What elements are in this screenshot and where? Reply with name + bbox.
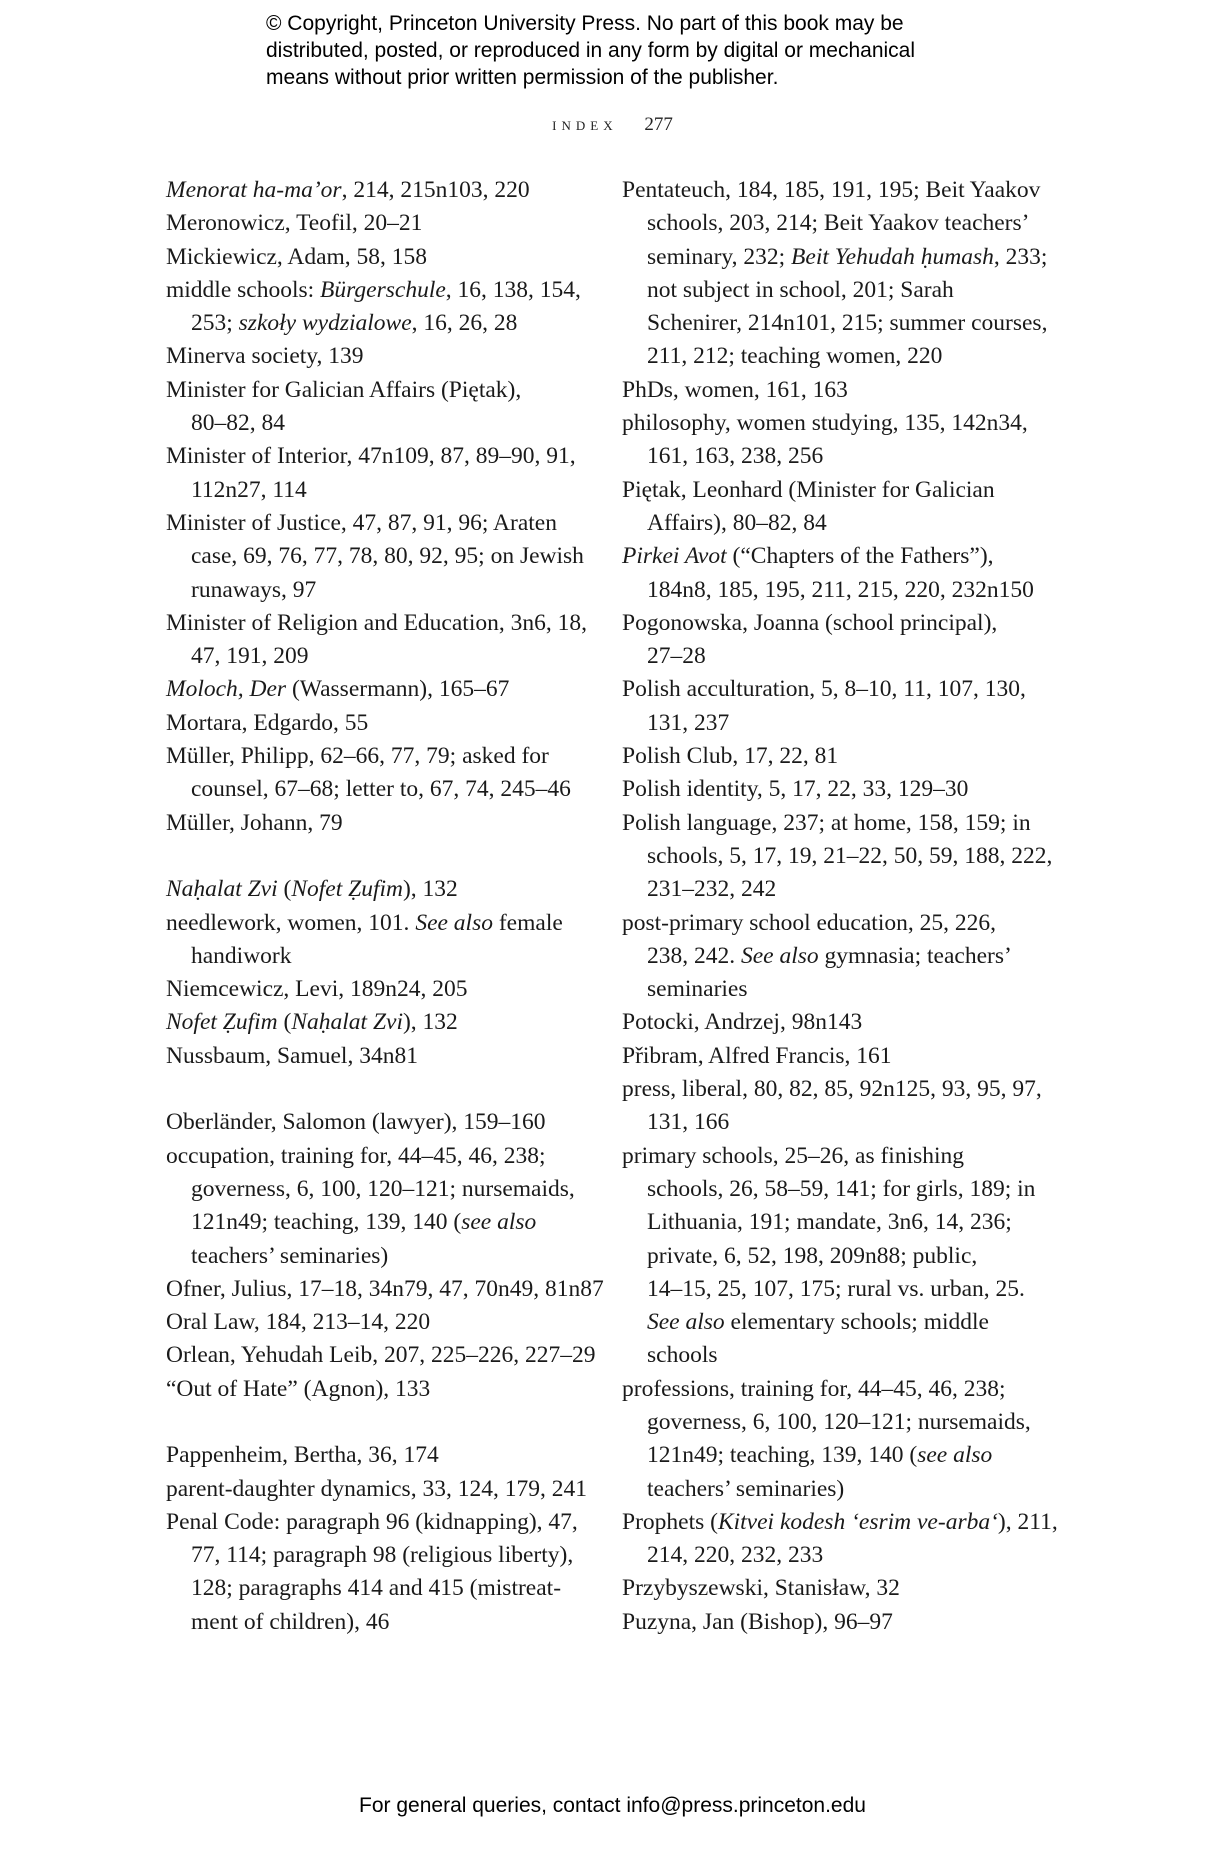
index-entry <box>166 241 596 274</box>
index-entry-heading: Piętak, Leonhard (Minister for Galician <box>622 476 995 503</box>
index-column-left <box>166 174 604 1639</box>
index-entry-heading: parent-daughter dynamics, 33, 124, 179, 241 <box>166 1475 587 1502</box>
index-entry-continuation: governess, 6, 100, 120–121; nursemaids, <box>647 1408 1031 1435</box>
index-entry-continuation: 112n27, 114 <box>191 476 307 503</box>
index-entry-heading: Ofner, Julius, 17–18, 34n79, 47, 70n49, 81n87 <box>166 1275 604 1302</box>
index-entry <box>166 1506 596 1639</box>
index-entry-heading: professions, training for, 44–45, 46, 238; <box>622 1375 1006 1402</box>
index-entry <box>166 1040 596 1073</box>
index-entry <box>622 740 1062 773</box>
index-column-right <box>622 174 1062 1639</box>
index-entry-continuation: 253; szkoły wydzialowe, 16, 26, 28 <box>191 310 518 337</box>
index-entry-continuation: teachers’ seminaries) <box>647 1475 845 1502</box>
index-entry-continuation: 128; paragraphs 414 and 415 (mistreat- <box>191 1575 562 1602</box>
index-entry <box>166 707 596 740</box>
index-entry <box>622 474 1062 541</box>
index-entry-continuation: governess, 6, 100, 120–121; nursemaids, <box>191 1175 575 1202</box>
index-entry <box>166 807 596 840</box>
index-entry-heading: Polish language, 237; at home, 158, 159; in <box>622 809 1031 836</box>
index-entry-heading: Penal Code: paragraph 96 (kidnapping), 47, <box>166 1508 578 1535</box>
footer-contact: For general queries, contact info@press.princeton.edu <box>359 1794 866 1817</box>
index-entry <box>166 274 596 341</box>
index-entry-continuation: 211, 212; teaching women, 220 <box>647 343 943 370</box>
index-entry-heading: Minister for Galician Affairs (Piętak), <box>166 376 522 403</box>
index-entry-continuation: 238, 242. See also gymnasia; teachers’ <box>647 942 1012 969</box>
index-entry-heading: Minister of Interior, 47n109, 87, 89–90, 91, <box>166 443 576 470</box>
index-entry <box>166 1473 596 1506</box>
index-entry-heading: Pirkei Avot (“Chapters of the Fathers”), <box>622 543 994 570</box>
index-entry <box>622 374 1062 407</box>
index-entry <box>166 374 596 441</box>
index-entry-heading: Polish Club, 17, 22, 81 <box>622 743 839 770</box>
index-entry <box>622 607 1062 674</box>
index-entry <box>166 1106 596 1139</box>
index-entry-heading: Pogonowska, Joanna (school principal), <box>622 609 998 636</box>
index-entry-continuation: Lithuania, 191; mandate, 3n6, 14, 236; <box>647 1209 1012 1236</box>
index-entry <box>166 907 596 974</box>
index-entry-heading: Minerva society, 139 <box>166 343 364 370</box>
copyright-line: distributed, posted, or reproduced in any form by digital or mechanical <box>266 39 916 62</box>
index-entry-continuation: schools <box>647 1342 718 1369</box>
index-entry-continuation: 121n49; teaching, 139, 140 (see also <box>191 1209 537 1236</box>
index-entry-heading: Minister of Justice, 47, 87, 91, 96; Araten <box>166 509 557 536</box>
index-entry-heading: Polish identity, 5, 17, 22, 33, 129–30 <box>622 776 969 803</box>
index-entry <box>622 540 1062 607</box>
index-entry <box>166 1439 596 1472</box>
index-entry-continuation: 80–82, 84 <box>191 410 285 437</box>
index-entry <box>622 1572 1062 1605</box>
index-entry-heading: Nussbaum, Samuel, 34n81 <box>166 1042 418 1069</box>
index-entry-heading: occupation, training for, 44–45, 46, 238; <box>166 1142 546 1169</box>
index-entry-heading: Moloch, Der (Wassermann), 165–67 <box>166 676 510 703</box>
index-entry-continuation: schools, 5, 17, 19, 21–22, 50, 59, 188, 222, <box>647 842 1053 869</box>
index-entry <box>622 1040 1062 1073</box>
index-entry-continuation: not subject in school, 201; Sarah <box>647 276 954 303</box>
index-entry-heading: Naḥalat Zvi (Nofet Ẓufim), 132 <box>166 876 458 903</box>
index-entry-heading: Mickiewicz, Adam, 58, 158 <box>166 243 428 270</box>
letter-group-gap <box>166 1073 596 1106</box>
index-entry <box>166 207 596 240</box>
index-entry-continuation: teachers’ seminaries) <box>191 1242 389 1269</box>
index-entry <box>622 1506 1062 1573</box>
index-entry-continuation: runaways, 97 <box>191 576 317 603</box>
letter-group-gap <box>166 840 596 873</box>
index-entry-continuation: schools, 203, 214; Beit Yaakov teachers’ <box>647 210 1030 237</box>
index-entry-heading: Prophets (Kitvei kodesh ‘esrim ve-arba‘), 211, <box>622 1508 1058 1535</box>
index-entry-continuation: case, 69, 76, 77, 78, 80, 92, 95; on Jewish <box>191 543 584 570</box>
index-entry-continuation: 161, 163, 238, 256 <box>647 443 824 470</box>
index-entry <box>166 607 596 674</box>
index-entry <box>622 773 1062 806</box>
index-entry <box>622 673 1062 740</box>
index-entry-continuation: schools, 26, 58–59, 141; for girls, 189; in <box>647 1175 1036 1202</box>
index-entry-heading: Polish acculturation, 5, 8–10, 11, 107, 130, <box>622 676 1026 703</box>
index-entry <box>622 807 1062 907</box>
index-entry <box>622 1140 1062 1373</box>
index-entry-heading: primary schools, 25–26, as finishing <box>622 1142 965 1169</box>
index-entry-continuation: ment of children), 46 <box>191 1608 390 1635</box>
index-entry <box>166 1273 604 1306</box>
index-entry-continuation: 214, 220, 232, 233 <box>647 1542 824 1569</box>
index-entry-continuation: seminary, 232; Beit Yehudah ḥumash, 233; <box>647 243 1048 270</box>
index-entry <box>166 1140 596 1273</box>
index-entry-continuation: 131, 237 <box>647 709 730 736</box>
index-entry-continuation: private, 6, 52, 198, 209n88; public, <box>647 1242 978 1269</box>
index-entry <box>622 1006 1062 1039</box>
index-entry <box>622 1373 1062 1506</box>
index-entry <box>166 507 596 607</box>
index-entry-heading: Mortara, Edgardo, 55 <box>166 709 369 736</box>
index-entry-heading: Niemcewicz, Levi, 189n24, 205 <box>166 976 468 1003</box>
copyright-line: © Copyright, Princeton University Press. No part of this book may be <box>266 12 904 35</box>
index-entry <box>622 1606 1062 1639</box>
index-entry-heading: middle schools: Bürgerschule, 16, 138, 154, <box>166 276 581 303</box>
index-entry-heading: “Out of Hate” (Agnon), 133 <box>166 1375 431 1402</box>
index-entry-continuation: seminaries <box>647 976 748 1003</box>
index-entry-continuation: 77, 114; paragraph 98 (religious liberty), <box>191 1542 574 1569</box>
index-entry <box>166 1373 596 1406</box>
copyright-line: means without prior written permission of the publisher. <box>266 66 779 89</box>
index-entry-heading: Puzyna, Jan (Bishop), 96–97 <box>622 1608 893 1635</box>
index-entry-heading: PhDs, women, 161, 163 <box>622 376 848 403</box>
running-head-label: index <box>552 114 618 135</box>
index-entry-continuation: 27–28 <box>647 643 706 670</box>
index-entry <box>166 973 596 1006</box>
index-entry-heading: Potocki, Andrzej, 98n143 <box>622 1009 863 1036</box>
index-entry-continuation: 121n49; teaching, 139, 140 (see also <box>647 1442 993 1469</box>
index-entry-continuation: handiwork <box>191 942 292 969</box>
index-entry <box>166 440 596 507</box>
index-entry-continuation: 131, 166 <box>647 1109 730 1136</box>
index-entry-heading: needlework, women, 101. See also female <box>166 909 563 936</box>
letter-group-gap <box>166 1406 596 1439</box>
index-entry-heading: Přibram, Alfred Francis, 161 <box>622 1042 892 1069</box>
index-entry <box>166 174 596 207</box>
index-entry-heading: philosophy, women studying, 135, 142n34, <box>622 410 1028 437</box>
index-entry <box>166 740 596 807</box>
index-entry <box>166 1306 596 1339</box>
index-entry <box>622 174 1062 374</box>
index-entry <box>622 1073 1062 1140</box>
index-entry-continuation: Schenirer, 214n101, 215; summer courses, <box>647 310 1048 337</box>
index-entry <box>166 673 596 706</box>
index-entry <box>166 1339 596 1372</box>
index-entry-heading: Meronowicz, Teofil, 20–21 <box>166 210 423 237</box>
index-entry-continuation: 231–232, 242 <box>647 876 777 903</box>
running-head <box>0 114 1225 136</box>
index-entry-heading: Orlean, Yehudah Leib, 207, 225–226, 227–29 <box>166 1342 596 1369</box>
index-entry-heading: Menorat ha-ma’or, 214, 215n103, 220 <box>166 177 530 203</box>
index-entry-heading: Pappenheim, Bertha, 36, 174 <box>166 1442 439 1469</box>
index-entry-heading: post-primary school education, 25, 226, <box>622 909 996 936</box>
index-entry <box>166 1006 596 1039</box>
page-number: 277 <box>644 114 673 135</box>
index-entry-continuation: 184n8, 185, 195, 211, 215, 220, 232n150 <box>647 576 1034 603</box>
index-entry-heading: Oberländer, Salomon (lawyer), 159–160 <box>166 1109 546 1136</box>
index-entry-continuation: counsel, 67–68; letter to, 67, 74, 245–46 <box>191 776 571 803</box>
index-entry-heading: press, liberal, 80, 82, 85, 92n125, 93, 95, 97, <box>622 1076 1042 1103</box>
index-entry-heading: Oral Law, 184, 213–14, 220 <box>166 1309 431 1336</box>
index-entry <box>622 407 1062 474</box>
copyright-notice <box>266 10 1026 91</box>
index-entry-continuation: Affairs), 80–82, 84 <box>647 509 827 536</box>
index-entry <box>622 907 1062 1007</box>
index-entry-continuation: 14–15, 25, 107, 175; rural vs. urban, 25. <box>647 1275 1025 1302</box>
index-entry-heading: Nofet Ẓufim (Naḥalat Zvi), 132 <box>166 1009 458 1036</box>
index-entry-heading: Müller, Johann, 79 <box>166 809 343 836</box>
index-entry-heading: Pentateuch, 184, 185, 191, 195; Beit Yaakov <box>622 177 1041 203</box>
index-entry-heading: Przybyszewski, Stanisław, 32 <box>622 1575 900 1602</box>
index-entry <box>166 340 596 373</box>
index-entry-continuation: See also elementary schools; middle <box>647 1309 989 1336</box>
index-entry-heading: Minister of Religion and Education, 3n6, 18, <box>166 609 587 636</box>
index-entry <box>166 873 596 906</box>
index-entry-heading: Müller, Philipp, 62–66, 77, 79; asked for <box>166 743 549 770</box>
index-entry-continuation: 47, 191, 209 <box>191 643 309 670</box>
